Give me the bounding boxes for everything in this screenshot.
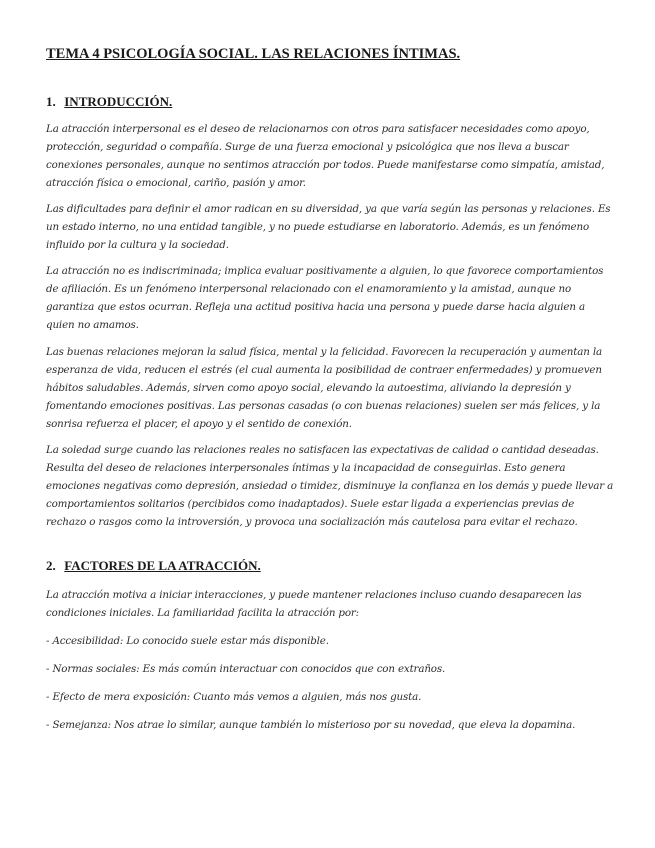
- paragraph: La soledad surge cuando las relaciones reales no satisfacen las expectativas de calidad o cantidad deseadas. Resulta del deseo de relaciones interpersonales íntimas y la incapacidad de conseguirlas. Esto genera emociones negativas como depresión, ansiedad o timidez, disminuye la confianza en los demás y puede llevar a comportamientos solitarios (percibidos como inadaptados). Suele estar ligada a experiencias previas de rechazo o rasgos como la introversión, y provoca una socialización más cautelosa para evitar el rechazo.: [46, 444, 614, 528]
- section-title: FACTORES DE LA ATRACCIÓN.: [64, 558, 261, 573]
- list-item: - Efecto de mera exposición: Cuanto más vemos a alguien, más nos gusta.: [46, 691, 422, 703]
- paragraph: Las buenas relaciones mejoran la salud física, mental y la felicidad. Favorecen la recuperación y aumentan la esperanza de vida, reducen el estrés (el cual aumenta la posibilidad de contraer enfermedades) y promueven hábitos saludables. Además, sirven como apoyo social, elevando la autoestima, aliviando la depresión y fomentando emociones positivas. Las personas casadas (o con buenas relaciones) suelen ser más felices, y la sonrisa refuerza el placer, el apoyo y el sentido de conexión.: [46, 346, 603, 430]
- section-heading-introduccion: [46, 94, 626, 110]
- section-title: INTRODUCCIÓN.: [64, 94, 173, 109]
- section-number: 2.: [46, 558, 56, 573]
- list-item: - Semejanza: Nos atrae lo similar, aunque también lo misterioso por su novedad, que eleva la dopamina.: [46, 719, 576, 731]
- document-title: TEMA 4 PSICOLOGÍA SOCIAL. LAS RELACIONES ÍNTIMAS.: [46, 46, 461, 62]
- section-number: 1.: [46, 94, 56, 109]
- paragraph: La atracción no es indiscriminada; implica evaluar positivamente a alguien, lo que favorece comportamientos de afiliación. Es un fenómeno interpersonal relacionado con el enamoramiento y la amistad, aunque no garantiza que estos ocurran. Refleja una actitud positiva hacia una persona y puede darse hacia alguien a quien no amamos.: [46, 265, 604, 331]
- paragraph: Las dificultades para definir el amor radican en su diversidad, ya que varía según las personas y relaciones. Es un estado interno, no una entidad tangible, y no puede estudiarse en laboratorio. Además, es un fenómeno influido por la cultura y la sociedad.: [46, 203, 611, 251]
- paragraph: La atracción interpersonal es el deseo de relacionarnos con otros para satisfacer necesidades como apoyo, protección, seguridad o compañía. Surge de una fuerza emocional y psicológica que nos lleva a buscar conexiones personales, aunque no sentimos atracción por todos. Puede manifestarse como simpatía, amistad, atracción física o emocional, cariño, pasión y amor.: [46, 123, 605, 189]
- paragraph: La atracción motiva a iniciar interacciones, y puede mantener relaciones incluso cuando desaparecen las condiciones iniciales. La familiaridad facilita la atracción por:: [46, 589, 582, 619]
- list-item: - Normas sociales: Es más común interactuar con conocidos que con extraños.: [46, 663, 446, 675]
- section-heading-factores: [46, 558, 626, 574]
- list-item: - Accesibilidad: Lo conocido suele estar más disponible.: [46, 635, 329, 647]
